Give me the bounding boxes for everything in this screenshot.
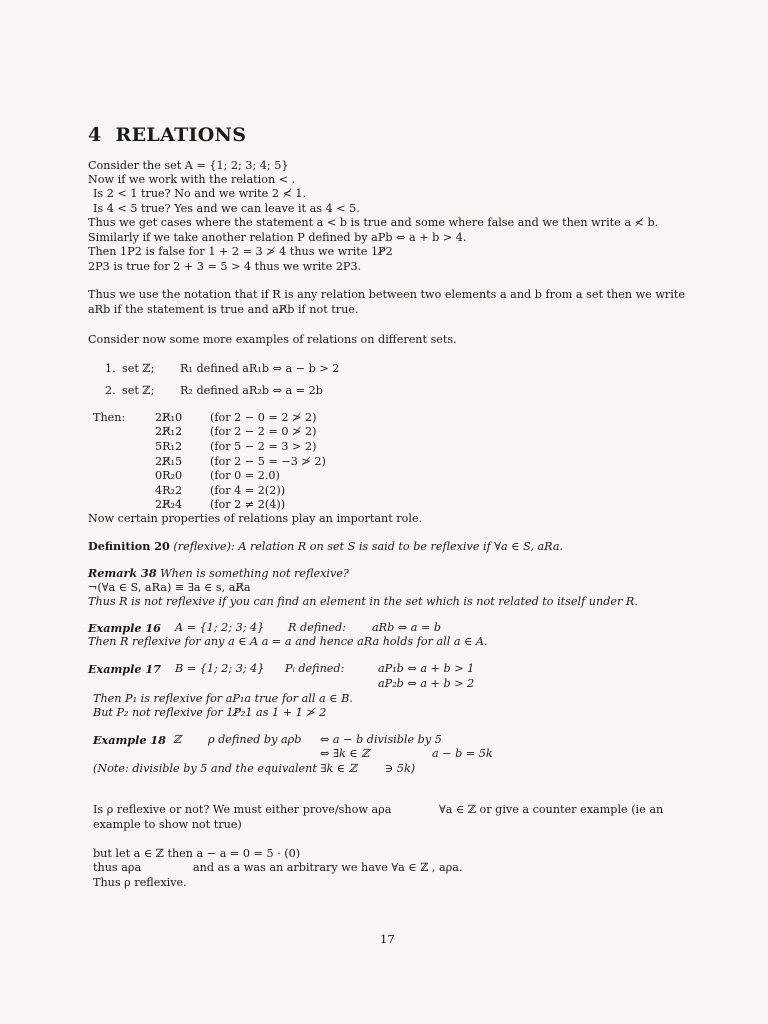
- example-16-label: Example 16: [88, 621, 161, 635]
- example-18-rule: a − b = 5k: [432, 747, 493, 760]
- example-16-line: Then R reflexive for any a ∈ A a = a and hence aRa holds for all a ∈ A.: [88, 635, 488, 648]
- examples-intro: Consider now some more examples of relations on different sets.: [88, 333, 457, 346]
- relation-definition: R₂ defined aR₂b ⇔ a = 2b: [180, 384, 323, 397]
- then-note: (for 4 = 2(2)): [210, 484, 286, 497]
- intro-line: Now if we work with the relation < .: [88, 173, 296, 186]
- example-16-rule: aRb ⇔ a = b: [372, 621, 442, 634]
- section-heading: [88, 124, 246, 146]
- section-title: RELATIONS: [115, 124, 247, 146]
- example-17-pdef: Pᵢ defined:: [285, 662, 345, 675]
- remark-title: When is something not reflexive?: [156, 567, 349, 580]
- relation-set: set ℤ;: [122, 384, 155, 397]
- question-line: ∀a ∈ ℤ or give a counter example (ie an: [439, 803, 664, 816]
- example-18-rule: ⇔ ∃k ∈ ℤ: [320, 747, 370, 760]
- relation-definition: R₁ defined aR₁b ⇔ a − b > 2: [180, 362, 340, 375]
- example-17-line: Then P₁ is reflexive for aP₁a true for all a ∈ B.: [93, 692, 353, 705]
- intro-line: Similarly if we take another relation P defined by aPb ⇔ a + b > 4.: [88, 231, 467, 244]
- proof-line: Thus ρ reflexive.: [93, 876, 187, 889]
- remark-label: Remark 38: [88, 566, 157, 580]
- then-note: (for 2 − 5 = −3 ≯ 2): [210, 455, 326, 468]
- remark-line: Thus R is not reflexive if you can find an element in the set which is not related to itself under R.: [88, 595, 638, 608]
- definition-label: Definition 20: [88, 539, 170, 553]
- then-relation: 2R̸₂4: [155, 498, 183, 511]
- relation-set: set ℤ;: [122, 362, 155, 375]
- proof-line: thus aρa: [93, 861, 142, 874]
- question-line: example to show not true): [93, 818, 242, 831]
- properties-line: Now certain properties of relations play an important role.: [88, 512, 423, 525]
- example-16-set: A = {1; 2; 3; 4}: [175, 621, 265, 634]
- example-17-rule: aP₂b ⇔ a + b > 2: [378, 677, 475, 690]
- remark-line: ¬(∀a ∈ S, aRa) ≡ ∃a ∈ s, aR̸a: [88, 581, 251, 594]
- intro-line: 2P3 is true for 2 + 3 = 5 > 4 thus we write 2P3.: [88, 260, 362, 273]
- then-note: (for 2 ≠ 2(4)): [210, 498, 286, 511]
- example-18-note: (Note: divisible by 5 and the equivalent ∃k ∈ ℤ: [93, 762, 357, 775]
- then-relation: 5R₁2: [155, 440, 183, 453]
- example-18-rule: ⇔ a − b divisible by 5: [320, 733, 442, 746]
- then-relation: 0R₂0: [155, 469, 183, 482]
- then-relation: 4R₂2: [155, 484, 183, 497]
- intro-line: Thus we get cases where the statement a < b is true and some where false and we then write a ≮ b.: [88, 216, 659, 229]
- then-relation: 2R̸₁2: [155, 425, 183, 438]
- section-number: 4: [88, 124, 102, 146]
- proof-line: and as a was an arbitrary we have ∀a ∈ ℤ , aρa.: [193, 861, 463, 874]
- notation-line: aRb if the statement is true and aR̸b if not true.: [88, 303, 359, 316]
- then-relation: 2R̸₁5: [155, 455, 183, 468]
- then-note: (for 5 − 2 = 3 > 2): [210, 440, 317, 453]
- example-18-label: Example 18: [93, 733, 166, 747]
- example-17-label: Example 17: [88, 662, 161, 676]
- intro-line: Is 2 < 1 true? No and we write 2 ≮ 1.: [93, 187, 307, 200]
- example-18-rho: ρ defined by aρb: [208, 733, 302, 746]
- notation-line: Thus we use the notation that if R is any relation between two elements a and b from a set then we write: [88, 288, 685, 301]
- example-17-set: B = {1; 2; 3; 4}: [175, 662, 265, 675]
- example-17-rule: aP₁b ⇔ a + b > 1: [378, 662, 475, 675]
- definition-20: [88, 539, 563, 554]
- relation-number: 1.: [105, 362, 116, 375]
- example-17-line: But P₂ not reflexive for 1P̸₂1 as 1 + 1 ≯ 2: [93, 706, 327, 719]
- then-note: (for 0 = 2.0): [210, 469, 280, 482]
- then-note: (for 2 − 0 = 2 ≯ 2): [210, 411, 317, 424]
- page-number: 17: [380, 932, 395, 946]
- example-18-set: ℤ: [173, 733, 182, 746]
- remark-38: [88, 566, 349, 581]
- proof-line: but let a ∈ ℤ then a − a = 0 = 5 · (0): [93, 847, 301, 860]
- example-18-note: ∋ 5k): [385, 762, 416, 775]
- intro-line: Is 4 < 5 true? Yes and we can leave it as 4 < 5.: [93, 202, 360, 215]
- then-label: Then:: [93, 411, 126, 424]
- definition-text: (reflexive): A relation R on set S is said to be reflexive if ∀a ∈ S, aRa.: [169, 540, 564, 553]
- intro-line: Then 1P2 is false for 1 + 2 = 3 ≯ 4 thus we write 1P̸2: [88, 245, 393, 258]
- intro-line: Consider the set A = {1; 2; 3; 4; 5}: [88, 159, 289, 172]
- example-16-rdef: R defined:: [288, 621, 346, 634]
- then-note: (for 2 − 2 = 0 ≯ 2): [210, 425, 317, 438]
- relation-number: 2.: [105, 384, 116, 397]
- then-relation: 2R̸₁0: [155, 411, 183, 424]
- question-line: Is ρ reflexive or not? We must either prove/show aρa: [93, 803, 392, 816]
